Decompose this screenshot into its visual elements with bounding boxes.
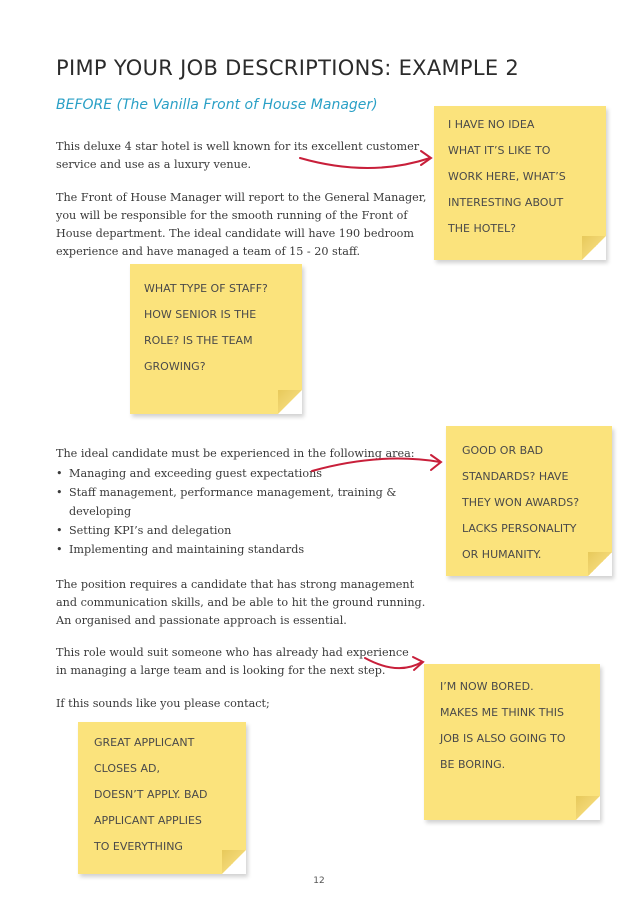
note-line: WORK HERE, WHAT’S [448,170,566,183]
note-line: I’M NOW BORED. [440,680,534,693]
text-line: you will be responsible for the smooth running of the Front of [56,209,408,222]
note-line: I HAVE NO IDEA [448,118,535,131]
list-item-text: Staff management, performance management, training & [69,486,397,499]
note-fold [588,552,612,576]
note-line: GROWING? [144,360,206,373]
text-line: This deluxe 4 star hotel is well known for its excellent customer [56,140,420,153]
note-fold [576,796,600,820]
list-item-text: Implementing and maintaining standards [69,543,305,556]
arrow-to-no-idea [300,158,430,168]
note-fold [582,236,606,260]
note-line: INTERESTING ABOUT [448,196,564,209]
note-line: WHAT TYPE OF STAFF? [144,282,268,295]
list-item-text: Managing and exceeding guest expectations [69,467,323,480]
note-fold [222,850,246,874]
text-line: An organised and passionate approach is essential. [56,614,347,627]
note-line: OR HUMANITY. [462,548,542,561]
note-line: LACKS PERSONALITY [462,522,577,535]
note-line: JOB IS ALSO GOING TO [440,732,566,745]
arrow-to-standards [312,459,440,471]
note-line: MAKES ME THINK THIS [440,706,564,719]
page-title: PIMP YOUR JOB DESCRIPTIONS: EXAMPLE 2 [56,56,520,80]
note-line: CLOSES AD, [94,762,160,775]
contact-line: If this sounds like you please contact; [56,697,270,710]
section-subtitle: BEFORE (The Vanilla Front of House Manager) [56,97,378,113]
note-line: APPLICANT APPLIES [94,814,202,827]
page-number: 12 [313,876,325,886]
arrow-to-no-idea-head [421,151,431,165]
list-item-continuation: developing [69,505,132,518]
text-line: House department. The ideal candidate will have 190 bedroom [56,227,415,240]
text-line: service and use as a luxury venue. [56,158,252,171]
note-line: GREAT APPLICANT [94,736,195,749]
note-line: THE HOTEL? [448,222,517,235]
text-line: This role would suit someone who has already had experience [56,646,409,659]
list-item-text: Setting KPI’s and delegation [69,524,232,537]
note-fold [278,390,302,414]
text-line: experience and have managed a team of 15 - 20 staff. [56,245,361,258]
note-line: STANDARDS? HAVE [462,470,569,483]
ideal-heading: The ideal candidate must be experienced in the following area: [56,447,415,460]
text-line: and communication skills, and be able to hit the ground running. [56,596,426,609]
note-line: BE BORING. [440,758,506,771]
note-line: GOOD OR BAD [462,444,544,457]
text-line: in managing a large team and is looking for the next step. [56,664,386,677]
arrow-to-bored [365,658,422,668]
text-line: The Front of House Manager will report to the General Manager, [56,191,427,204]
note-line: TO EVERYTHING [94,840,183,853]
arrow-to-standards-head [431,455,441,470]
note-line: DOESN’T APPLY. BAD [94,788,208,801]
note-line: ROLE? IS THE TEAM [144,334,253,347]
note-line: HOW SENIOR IS THE [144,308,257,321]
note-line: THEY WON AWARDS? [462,496,580,509]
note-line: WHAT IT’S LIKE TO [448,144,551,157]
text-line: The position requires a candidate that has strong management [56,578,415,591]
